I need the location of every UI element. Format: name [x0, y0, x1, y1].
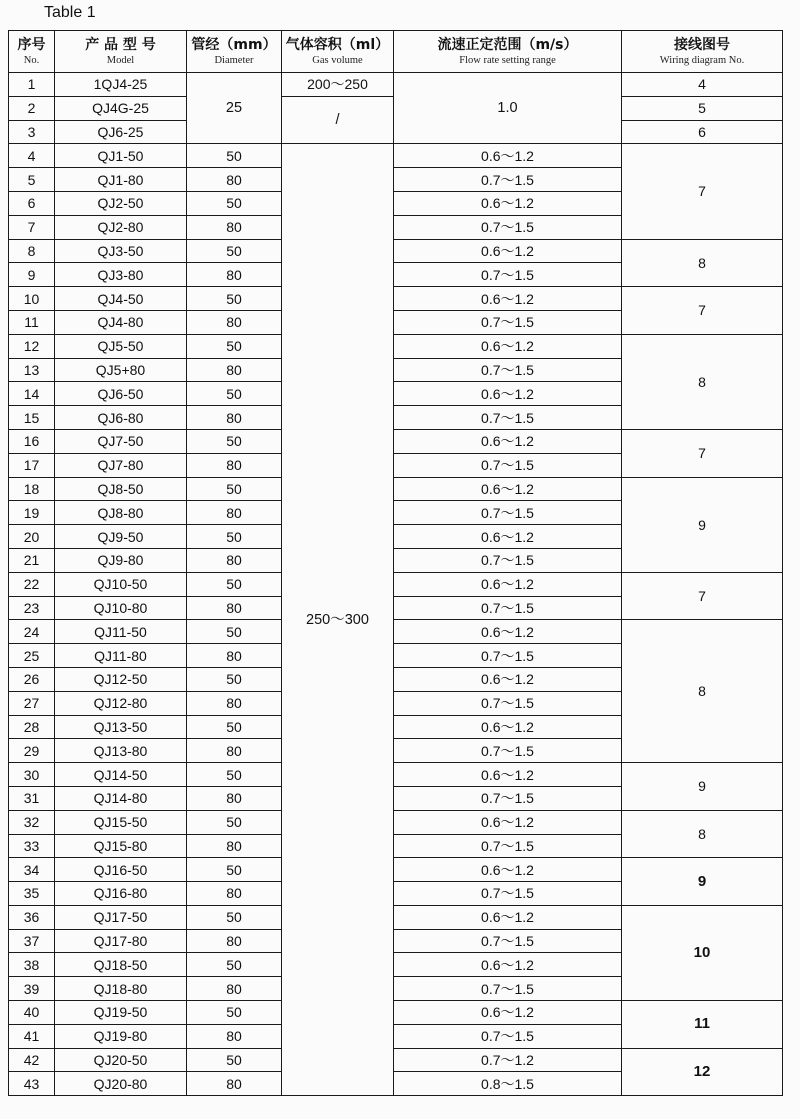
- cell-no: 12: [9, 334, 55, 358]
- cell-no: 4: [9, 144, 55, 168]
- header-flow-rate: [394, 31, 622, 73]
- cell-no: 40: [9, 1001, 55, 1025]
- cell-no: 2: [9, 96, 55, 120]
- cell-flow-rate: 0.7～1.5: [394, 453, 622, 477]
- header-gas-volume-zh: 气体容积（ml）: [285, 36, 390, 53]
- cell-wiring: 10: [622, 905, 783, 1000]
- cell-flow-rate: 0.6～1.2: [394, 334, 622, 358]
- cell-flow-rate: 0.6～1.2: [394, 715, 622, 739]
- cell-model: QJ10-50: [55, 572, 187, 596]
- cell-no: 10: [9, 287, 55, 311]
- cell-diameter: 80: [187, 929, 282, 953]
- cell-no: 25: [9, 644, 55, 668]
- cell-model: QJ11-50: [55, 620, 187, 644]
- cell-wiring: 12: [622, 1048, 783, 1096]
- cell-diameter: 50: [187, 239, 282, 263]
- cell-model: QJ11-80: [55, 644, 187, 668]
- cell-no: 14: [9, 382, 55, 406]
- cell-model: QJ19-80: [55, 1024, 187, 1048]
- cell-diameter: 50: [187, 667, 282, 691]
- cell-diameter: 50: [187, 905, 282, 929]
- header-wiring-en: Wiring diagram No.: [659, 54, 745, 66]
- cell-model: QJ3-80: [55, 263, 187, 287]
- cell-wiring: 4: [622, 73, 783, 97]
- cell-no: 37: [9, 929, 55, 953]
- cell-model: QJ6-25: [55, 120, 187, 144]
- cell-wiring: 7: [622, 144, 783, 239]
- cell-no: 13: [9, 358, 55, 382]
- cell-no: 39: [9, 977, 55, 1001]
- cell-diameter: 50: [187, 1048, 282, 1072]
- cell-model: QJ17-50: [55, 905, 187, 929]
- cell-no: 21: [9, 548, 55, 572]
- cell-diameter: 50: [187, 191, 282, 215]
- cell-model: QJ18-80: [55, 977, 187, 1001]
- cell-diameter: 80: [187, 1072, 282, 1096]
- cell-wiring: 8: [622, 620, 783, 763]
- cell-diameter: 50: [187, 287, 282, 311]
- cell-diameter: 50: [187, 334, 282, 358]
- cell-flow-rate: 0.6～1.2: [394, 477, 622, 501]
- table-row: [9, 858, 783, 882]
- cell-no: 30: [9, 763, 55, 787]
- cell-flow-rate: 0.6～1.2: [394, 810, 622, 834]
- cell-diameter: 80: [187, 263, 282, 287]
- cell-diameter: 80: [187, 406, 282, 430]
- header-wiring: [622, 31, 783, 73]
- cell-no: 24: [9, 620, 55, 644]
- cell-no: 5: [9, 168, 55, 192]
- cell-diameter: 50: [187, 144, 282, 168]
- table-row: [9, 905, 783, 929]
- cell-model: QJ13-50: [55, 715, 187, 739]
- cell-model: QJ17-80: [55, 929, 187, 953]
- cell-no: 36: [9, 905, 55, 929]
- cell-flow-rate: 0.7～1.5: [394, 263, 622, 287]
- cell-diameter: 80: [187, 548, 282, 572]
- cell-diameter: 80: [187, 596, 282, 620]
- cell-diameter: 80: [187, 453, 282, 477]
- cell-flow-rate: 0.7～1.5: [394, 168, 622, 192]
- header-gas-volume-en: Gas volume: [312, 54, 363, 66]
- cell-flow-rate: 0.7～1.5: [394, 691, 622, 715]
- header-wiring-zh: 接线图号: [674, 36, 730, 53]
- cell-diameter: 80: [187, 501, 282, 525]
- cell-model: QJ9-50: [55, 525, 187, 549]
- cell-flow-rate: 0.7～1.5: [394, 929, 622, 953]
- cell-model: QJ14-80: [55, 786, 187, 810]
- cell-no: 35: [9, 882, 55, 906]
- cell-no: 26: [9, 667, 55, 691]
- cell-no: 1: [9, 73, 55, 97]
- cell-model: QJ7-50: [55, 429, 187, 453]
- cell-no: 34: [9, 858, 55, 882]
- table-row: [9, 477, 783, 501]
- header-flow-rate-en: Flow rate setting range: [459, 54, 556, 66]
- cell-diameter: 50: [187, 858, 282, 882]
- cell-flow-rate: 0.6～1.2: [394, 620, 622, 644]
- table-row: [9, 287, 783, 311]
- cell-diameter: 50: [187, 525, 282, 549]
- cell-no: 38: [9, 953, 55, 977]
- cell-no: 33: [9, 834, 55, 858]
- cell-no: 29: [9, 739, 55, 763]
- table-row: [9, 429, 783, 453]
- cell-no: 18: [9, 477, 55, 501]
- cell-model: QJ3-50: [55, 239, 187, 263]
- cell-flow-rate: 0.7～1.5: [394, 786, 622, 810]
- cell-diameter: 80: [187, 786, 282, 810]
- cell-no: 8: [9, 239, 55, 263]
- cell-model: QJ4-80: [55, 310, 187, 334]
- cell-no: 7: [9, 215, 55, 239]
- cell-no: 11: [9, 310, 55, 334]
- table-row: [9, 334, 783, 358]
- cell-model: QJ1-50: [55, 144, 187, 168]
- cell-model: QJ13-80: [55, 739, 187, 763]
- cell-no: 9: [9, 263, 55, 287]
- cell-wiring: 9: [622, 763, 783, 811]
- cell-diameter: 80: [187, 691, 282, 715]
- cell-flow-rate: 0.7～1.5: [394, 834, 622, 858]
- cell-diameter: 50: [187, 953, 282, 977]
- cell-flow-rate: 0.6～1.2: [394, 239, 622, 263]
- header-no: [9, 31, 55, 73]
- cell-flow-rate: 0.6～1.2: [394, 191, 622, 215]
- cell-flow-rate: 0.6～1.2: [394, 667, 622, 691]
- cell-flow-rate: 0.6～1.2: [394, 1001, 622, 1025]
- table-row: [9, 572, 783, 596]
- cell-wiring: 9: [622, 477, 783, 572]
- cell-model: QJ8-80: [55, 501, 187, 525]
- header-model: [55, 31, 187, 73]
- table-row: [9, 763, 783, 787]
- cell-diameter: 25: [187, 73, 282, 144]
- header-no-en: No.: [23, 54, 40, 66]
- header-model-zh: 产 品 型 号: [85, 36, 156, 53]
- cell-flow-rate: 0.6～1.2: [394, 525, 622, 549]
- cell-model: QJ4G-25: [55, 96, 187, 120]
- cell-diameter: 50: [187, 477, 282, 501]
- cell-diameter: 80: [187, 215, 282, 239]
- cell-flow-rate: 0.6～1.2: [394, 953, 622, 977]
- model-spec-table: [8, 30, 783, 1096]
- cell-model: QJ6-80: [55, 406, 187, 430]
- cell-model: QJ15-80: [55, 834, 187, 858]
- cell-gas-volume: 200～250: [282, 73, 394, 97]
- cell-no: 41: [9, 1024, 55, 1048]
- header-no-zh: 序号: [17, 36, 46, 53]
- cell-flow-rate: 0.7～1.5: [394, 596, 622, 620]
- cell-diameter: 50: [187, 429, 282, 453]
- cell-model: QJ10-80: [55, 596, 187, 620]
- cell-no: 31: [9, 786, 55, 810]
- cell-model: QJ18-50: [55, 953, 187, 977]
- cell-wiring: 8: [622, 810, 783, 858]
- cell-wiring: 7: [622, 572, 783, 620]
- cell-wiring: 5: [622, 96, 783, 120]
- cell-flow-rate: 0.7～1.5: [394, 358, 622, 382]
- cell-model: QJ16-80: [55, 882, 187, 906]
- cell-flow-rate: 0.7～1.5: [394, 739, 622, 763]
- cell-model: QJ5+80: [55, 358, 187, 382]
- cell-no: 19: [9, 501, 55, 525]
- cell-flow-rate: 0.6～1.2: [394, 287, 622, 311]
- header-gas-volume: [282, 31, 394, 73]
- cell-gas-volume: /: [282, 96, 394, 144]
- cell-model: QJ2-50: [55, 191, 187, 215]
- table-row: [9, 144, 783, 168]
- cell-wiring: 7: [622, 287, 783, 335]
- table-row: [9, 239, 783, 263]
- cell-model: QJ15-50: [55, 810, 187, 834]
- cell-flow-rate: 0.6～1.2: [394, 382, 622, 406]
- cell-wiring: 7: [622, 429, 783, 477]
- cell-flow-rate: 0.7～1.5: [394, 977, 622, 1001]
- cell-diameter: 80: [187, 834, 282, 858]
- cell-flow-rate: 0.7～1.5: [394, 501, 622, 525]
- cell-model: QJ12-80: [55, 691, 187, 715]
- header-diameter-zh: 管经（mm）: [191, 36, 277, 53]
- cell-flow-rate: 0.7～1.5: [394, 548, 622, 572]
- header-model-en: Model: [106, 54, 135, 66]
- cell-diameter: 50: [187, 715, 282, 739]
- table-row: [9, 810, 783, 834]
- cell-wiring: 9: [622, 858, 783, 906]
- cell-flow-rate: 0.6～1.2: [394, 763, 622, 787]
- cell-flow-rate: 0.8～1.5: [394, 1072, 622, 1096]
- cell-diameter: 80: [187, 882, 282, 906]
- cell-flow-rate: 0.7～1.5: [394, 215, 622, 239]
- cell-no: 22: [9, 572, 55, 596]
- cell-diameter: 80: [187, 644, 282, 668]
- cell-diameter: 80: [187, 168, 282, 192]
- cell-flow-rate: 0.7～1.5: [394, 1024, 622, 1048]
- cell-flow-rate: 0.7～1.5: [394, 644, 622, 668]
- table-body: [9, 73, 783, 1096]
- cell-wiring: 6: [622, 120, 783, 144]
- cell-gas-volume: 250～300: [282, 144, 394, 1096]
- cell-model: QJ7-80: [55, 453, 187, 477]
- table-row: [9, 73, 783, 97]
- cell-flow-rate: 0.7～1.5: [394, 310, 622, 334]
- cell-flow-rate: 0.7～1.5: [394, 406, 622, 430]
- cell-diameter: 80: [187, 358, 282, 382]
- cell-model: QJ4-50: [55, 287, 187, 311]
- cell-no: 17: [9, 453, 55, 477]
- header-flow-rate-zh: 流速正定范围（m/s）: [437, 36, 578, 53]
- cell-model: QJ16-50: [55, 858, 187, 882]
- cell-no: 43: [9, 1072, 55, 1096]
- cell-diameter: 80: [187, 1024, 282, 1048]
- table-row: [9, 1048, 783, 1072]
- cell-flow-rate: 0.6～1.2: [394, 905, 622, 929]
- cell-no: 3: [9, 120, 55, 144]
- cell-diameter: 50: [187, 1001, 282, 1025]
- cell-flow-rate: 0.6～1.2: [394, 144, 622, 168]
- cell-diameter: 50: [187, 382, 282, 406]
- cell-diameter: 50: [187, 620, 282, 644]
- table-caption: Table 1: [44, 4, 96, 21]
- cell-model: QJ19-50: [55, 1001, 187, 1025]
- cell-model: QJ6-50: [55, 382, 187, 406]
- cell-model: QJ9-80: [55, 548, 187, 572]
- cell-model: QJ20-80: [55, 1072, 187, 1096]
- cell-model: QJ20-50: [55, 1048, 187, 1072]
- cell-flow-rate: 0.7～1.2: [394, 1048, 622, 1072]
- cell-model: QJ14-50: [55, 763, 187, 787]
- cell-diameter: 80: [187, 310, 282, 334]
- cell-flow-rate: 0.6～1.2: [394, 572, 622, 596]
- cell-model: QJ8-50: [55, 477, 187, 501]
- cell-model: QJ5-50: [55, 334, 187, 358]
- cell-no: 20: [9, 525, 55, 549]
- header-diameter: [187, 31, 282, 73]
- cell-wiring: 11: [622, 1001, 783, 1049]
- cell-flow-rate: 0.6～1.2: [394, 429, 622, 453]
- cell-diameter: 50: [187, 763, 282, 787]
- table-row: [9, 620, 783, 644]
- cell-no: 16: [9, 429, 55, 453]
- cell-flow-rate: 0.6～1.2: [394, 858, 622, 882]
- cell-wiring: 8: [622, 334, 783, 429]
- cell-no: 28: [9, 715, 55, 739]
- cell-diameter: 50: [187, 572, 282, 596]
- cell-no: 23: [9, 596, 55, 620]
- cell-model: QJ2-80: [55, 215, 187, 239]
- cell-flow-rate: 1.0: [394, 73, 622, 144]
- cell-diameter: 50: [187, 810, 282, 834]
- cell-no: 6: [9, 191, 55, 215]
- cell-no: 15: [9, 406, 55, 430]
- cell-wiring: 8: [622, 239, 783, 287]
- cell-model: QJ12-50: [55, 667, 187, 691]
- cell-diameter: 80: [187, 739, 282, 763]
- header-diameter-en: Diameter: [214, 54, 254, 66]
- cell-diameter: 80: [187, 977, 282, 1001]
- header-row: [9, 31, 783, 73]
- cell-no: 32: [9, 810, 55, 834]
- cell-model: 1QJ4-25: [55, 73, 187, 97]
- cell-no: 27: [9, 691, 55, 715]
- cell-flow-rate: 0.7～1.5: [394, 882, 622, 906]
- table-row: [9, 1001, 783, 1025]
- cell-model: QJ1-80: [55, 168, 187, 192]
- cell-no: 42: [9, 1048, 55, 1072]
